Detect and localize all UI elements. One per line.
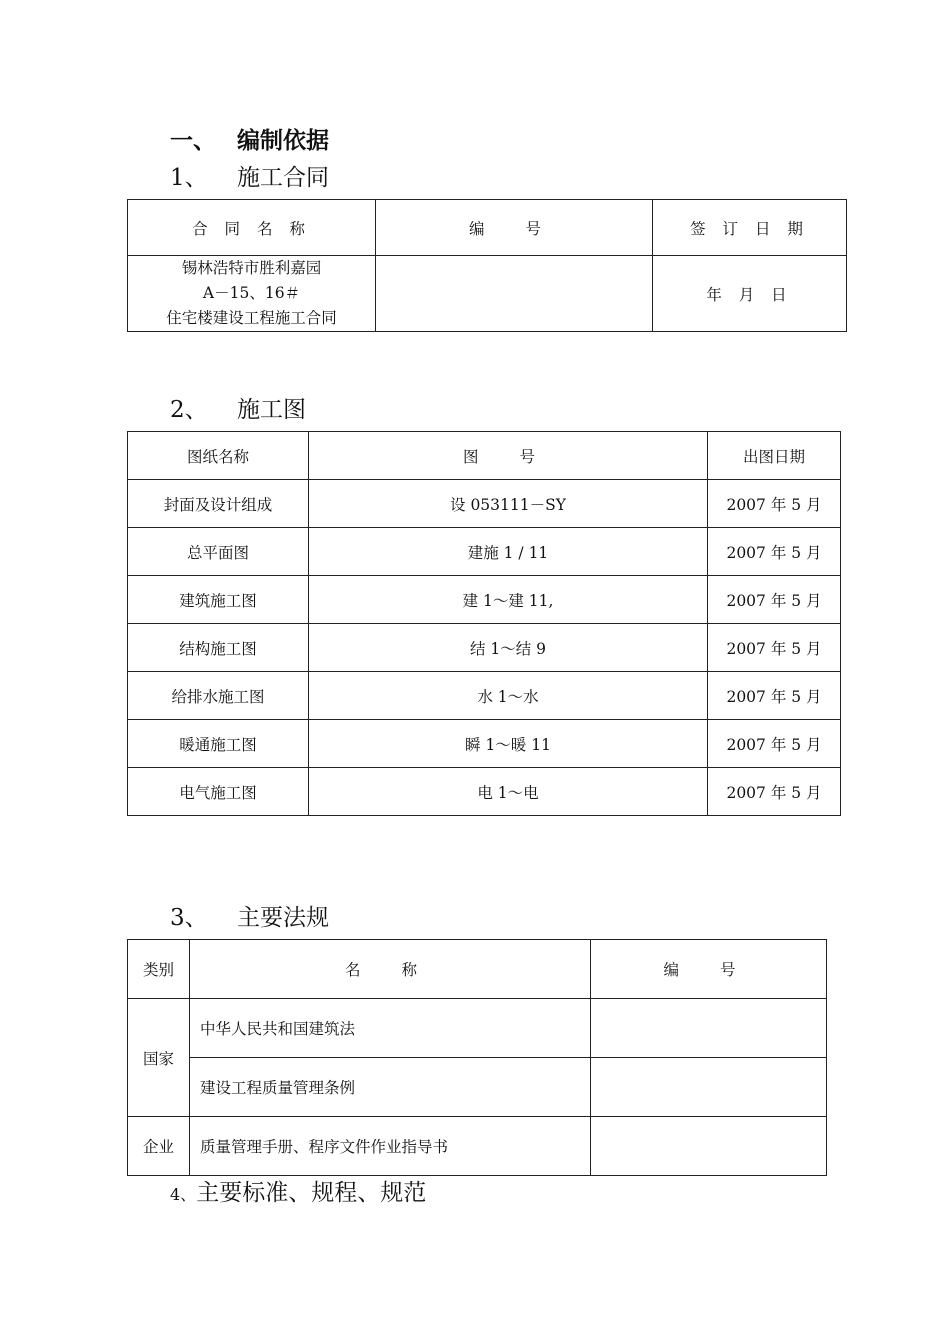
regulation-name: 质量管理手册、程序文件作业指导书	[190, 1117, 591, 1176]
drawing-date: 2007 年 5 月	[708, 576, 841, 624]
contract-name-cell	[128, 256, 376, 332]
regulation-number	[591, 1058, 827, 1117]
subsection-1-number: 1、	[170, 165, 208, 191]
contract-name-line: A－15、16＃	[202, 284, 301, 302]
subsection-2-title: 施工图	[237, 397, 306, 423]
regulations-header-name: 名 称	[190, 940, 591, 999]
drawing-number: 电 1～电	[309, 768, 708, 816]
regulations-header-category: 类别	[128, 940, 190, 999]
table-row	[128, 768, 841, 816]
subsection-2-number: 2、	[170, 397, 208, 423]
drawing-number: 结 1～结 9	[309, 624, 708, 672]
table-row	[128, 999, 827, 1058]
section-title: 编制依据	[237, 127, 329, 154]
drawing-name: 暖通施工图	[128, 720, 309, 768]
contract-table	[127, 199, 847, 332]
contract-number-cell	[376, 256, 653, 332]
drawing-name: 结构施工图	[128, 624, 309, 672]
contract-name-line: 住宅楼建设工程施工合同	[166, 309, 337, 327]
drawing-number: 水 1～水	[309, 672, 708, 720]
section-number: 一、	[170, 127, 216, 154]
regulations-table	[127, 939, 827, 1176]
drawing-name: 总平面图	[128, 528, 309, 576]
table-row	[128, 720, 841, 768]
drawing-number: 瞬 1～暖 11	[309, 720, 708, 768]
drawing-date: 2007 年 5 月	[708, 768, 841, 816]
drawing-name: 建筑施工图	[128, 576, 309, 624]
drawing-date: 2007 年 5 月	[708, 624, 841, 672]
drawing-name: 电气施工图	[128, 768, 309, 816]
contract-date-cell: 年 月 日	[653, 256, 847, 332]
drawings-header-date: 出图日期	[708, 432, 841, 480]
drawings-header-name: 图纸名称	[128, 432, 309, 480]
contract-header-date: 签 订 日 期	[653, 200, 847, 256]
regulations-header-number: 编 号	[591, 940, 827, 999]
regulation-number	[591, 1117, 827, 1176]
table-row	[128, 480, 841, 528]
subsection-4-title: 主要标准、规程、规范	[196, 1180, 427, 1206]
regulation-name: 中华人民共和国建筑法	[190, 999, 591, 1058]
table-row	[128, 624, 841, 672]
category-national: 国家	[128, 999, 190, 1117]
regulation-name: 建设工程质量管理条例	[190, 1058, 591, 1117]
drawing-number: 建施 1 / 11	[309, 528, 708, 576]
table-row	[128, 1058, 827, 1117]
subsection-4-number: 4、	[170, 1185, 197, 1204]
drawing-date: 2007 年 5 月	[708, 720, 841, 768]
drawing-number: 建 1～建 11,	[309, 576, 708, 624]
drawing-name: 给排水施工图	[128, 672, 309, 720]
subsection-1-title: 施工合同	[237, 165, 329, 191]
table-row	[128, 576, 841, 624]
subsection-3-title: 主要法规	[237, 905, 329, 931]
contract-header-number: 编 号	[376, 200, 653, 256]
drawing-date: 2007 年 5 月	[708, 480, 841, 528]
drawing-date: 2007 年 5 月	[708, 672, 841, 720]
drawings-header-number: 图 号	[309, 432, 708, 480]
drawings-table	[127, 431, 841, 816]
drawing-date: 2007 年 5 月	[708, 528, 841, 576]
table-row	[128, 528, 841, 576]
table-row	[128, 1117, 827, 1176]
subsection-4-heading	[170, 1174, 426, 1207]
contract-name-line: 锡林浩特市胜利嘉园	[181, 259, 322, 277]
regulation-number	[591, 999, 827, 1058]
drawing-name: 封面及设计组成	[128, 480, 309, 528]
category-enterprise: 企业	[128, 1117, 190, 1176]
table-row	[128, 672, 841, 720]
contract-header-name: 合 同 名 称	[128, 200, 376, 256]
drawing-number: 设 053111－SY	[309, 480, 708, 528]
subsection-3-number: 3、	[170, 905, 208, 931]
